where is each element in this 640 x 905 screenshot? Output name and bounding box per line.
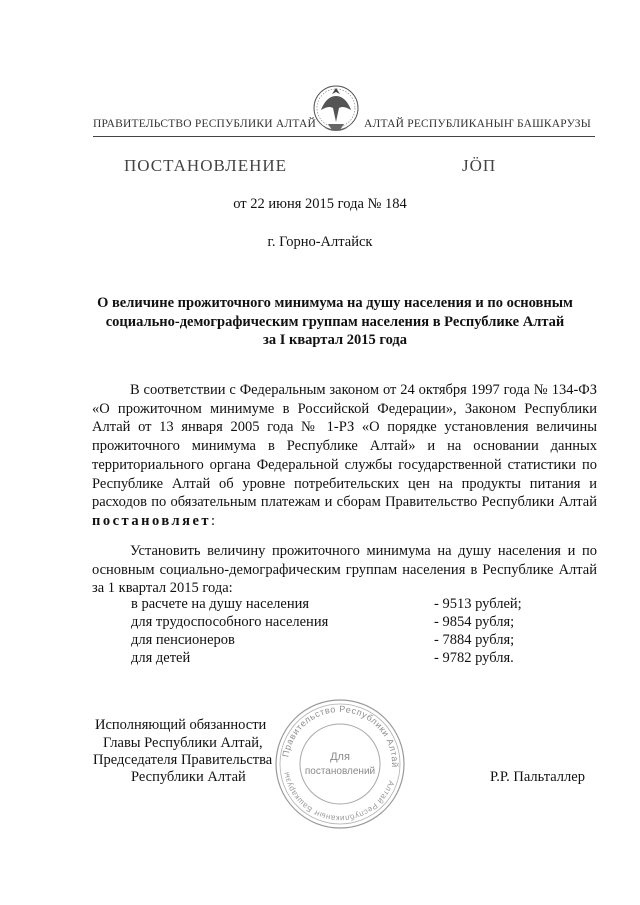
preamble-text: В соответствии с Федеральным законом от 24 октября 1997 года № 134-ФЗ «О прожиточном минимуме в Российской Федерации», Законом Республики Алтай от 13 января 2005 года № 1-РЗ «О порядке установления величины прожиточного минимума в Республике Алтай» и на основании данных территориального органа Федеральной службы государственной статистики по Республике Алтай об уровне потребительских цен на продукты питания и расходов по обязательным платежам и сборам Правительство Республики Алтай: [92, 382, 597, 511]
decree-colon: :: [211, 512, 216, 529]
svg-text:Алтай Республиканыҥ Башкарузы: Алтай Республиканыҥ Башкарузы: [281, 770, 397, 824]
official-stamp: [272, 696, 408, 832]
header-org-alt: АЛТАЙ РЕСПУБЛИКАНЫҤ БАШКАРУЗЫ: [364, 118, 591, 130]
title-line-3: за I квартал 2015 года: [263, 332, 407, 348]
signature-line-4: Республики Алтай: [131, 769, 246, 785]
signature-line-2: Главы Республики Алтай,: [103, 735, 263, 751]
signature-line-3: Председателя Правительства: [93, 752, 273, 768]
signatory-name: Р.Р. Пальталлер: [490, 769, 585, 785]
item-value: - 7884 рубля;: [434, 632, 515, 648]
title-line-2: социально-демографическим группам населения в Республике Алтай: [105, 313, 565, 330]
coat-of-arms-icon: [312, 78, 360, 140]
doc-type-alt: JӦП: [462, 156, 497, 175]
header-org-ru: ПРАВИТЕЛЬСТВО РЕСПУБЛИКИ АЛТАЙ: [93, 118, 317, 130]
item-label: в расчете на душу населения: [131, 596, 310, 612]
date-number: от 22 июня 2015 года № 184: [233, 196, 407, 212]
doc-type-ru: ПОСТАНОВЛЕНИЕ: [124, 156, 288, 175]
document-title: [70, 294, 600, 350]
item-value: - 9513 рублей;: [434, 596, 522, 612]
decree-word: постановляет: [92, 512, 212, 529]
item-value: - 9854 рубля;: [434, 614, 515, 630]
signature-line-1: Исполняющий обязанности: [95, 717, 267, 733]
item-label: для трудоспособного населения: [131, 614, 329, 630]
stamp-center-line-1: Для: [330, 751, 350, 763]
city: г. Горно-Алтайск: [267, 234, 373, 250]
resolution-paragraph: Установить величину прожиточного минимума на душу населения и по основным социально-демографическим группам населения в Республике Алтай за 1 квартал 2015 года:: [92, 543, 597, 597]
stamp-center-line-2: постановлений: [304, 766, 376, 777]
svg-text:Правительство Республики Алтай: Правительство Республики Алтай: [280, 703, 401, 768]
item-label: для детей: [131, 650, 191, 666]
preamble-paragraph: [92, 381, 597, 531]
title-line-1: О величине прожиточного минимума на душу населения и по основным: [97, 295, 573, 311]
item-label: для пенсионеров: [131, 632, 235, 648]
item-value: - 9782 рубля.: [434, 650, 514, 666]
